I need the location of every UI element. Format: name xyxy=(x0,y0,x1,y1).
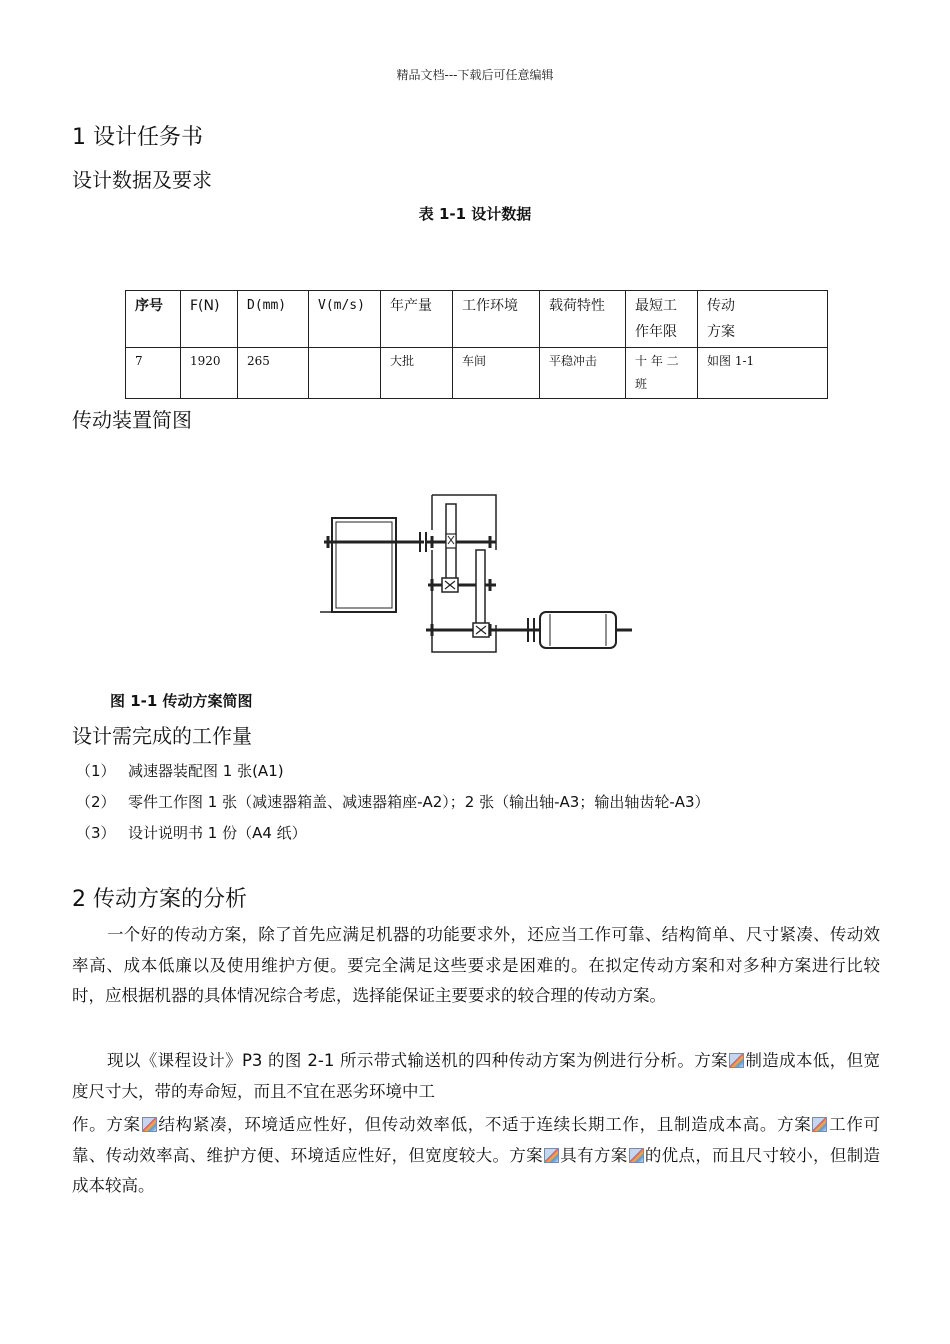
table-cell: 十 年 二 班 xyxy=(626,348,698,399)
list-item-text: 设计说明书 1 份（A4 纸） xyxy=(128,824,307,842)
header-cell: V(m/s) xyxy=(309,291,381,348)
list-item-text: 零件工作图 1 张（减速器箱盖、减速器箱座-A2）；2 张（输出轴-A3；输出轴齿轮-A3） xyxy=(128,793,710,811)
broken-image-icon xyxy=(629,1148,644,1163)
section-2-title: 2 传动方案的分析 xyxy=(72,887,247,912)
paragraph-2-part: 现以《课程设计》P3 的图 2-1 所示带式输送机的四种传动方案为例进行分析。方案 xyxy=(107,1051,729,1070)
list-item xyxy=(76,760,284,781)
header-cell: 工作环境 xyxy=(453,291,540,348)
header-cell: 序号 xyxy=(126,291,181,348)
header-cell: F(N) xyxy=(181,291,238,348)
gear-drive-schematic-icon xyxy=(320,490,640,660)
paragraph-3-part: 作。方案 xyxy=(72,1115,141,1134)
paragraph-2 xyxy=(72,1046,880,1107)
list-item-number: （1） xyxy=(76,762,116,780)
figure-heading: 传动装置简图 xyxy=(72,408,192,432)
workload-heading: 设计需完成的工作量 xyxy=(72,724,252,748)
paragraph-3-part: 结构紧凑，环境适应性好，但传动效率低，不适于连续长期工作，且制造成本高。方案 xyxy=(157,1115,812,1134)
table-cell: 265 xyxy=(238,348,309,399)
table-header-row xyxy=(126,291,828,348)
list-item-text: 减速器装配图 1 张(A1) xyxy=(128,762,284,780)
list-item xyxy=(76,822,307,843)
broken-image-icon xyxy=(544,1148,559,1163)
table-cell: 平稳冲击 xyxy=(540,348,626,399)
paragraph-3-part: 工作可靠、传动效率高、维护方便、环境适应性好，但宽度较大。方案 xyxy=(72,1115,881,1165)
header-cell: 载荷特性 xyxy=(540,291,626,348)
paragraph-3-part: 的优点，而且尺寸较小，但制造成本较高。 xyxy=(72,1145,881,1195)
table-caption: 表 1-1 设计数据 xyxy=(418,205,532,223)
figure-caption: 图 1-1 传动方案简图 xyxy=(110,692,253,710)
page-header: 精品文档---下载后可任意编辑 xyxy=(396,68,554,82)
header-cell: 最短工作年限 xyxy=(626,291,698,348)
paragraph-3-part: 具有方案 xyxy=(559,1145,628,1165)
list-item-number: （3） xyxy=(76,824,116,842)
section-1-subtitle: 设计数据及要求 xyxy=(72,168,212,192)
paragraph-2-part: 制造成本低，但宽度尺寸大，带的寿命短，而且不宜在恶劣环境中工 xyxy=(72,1051,881,1101)
section-1-title: 1 设计任务书 xyxy=(72,125,203,150)
list-item-number: （2） xyxy=(76,793,116,811)
broken-image-icon xyxy=(729,1053,744,1068)
header-cell: D(mm) xyxy=(238,291,309,348)
table-cell: 车间 xyxy=(453,348,540,399)
list-item xyxy=(76,791,710,812)
header-cell: 年产量 xyxy=(381,291,453,348)
paragraph-3 xyxy=(72,1110,880,1202)
broken-image-icon xyxy=(142,1117,157,1132)
paragraph-1: 一个好的传动方案，除了首先应满足机器的功能要求外，还应当工作可靠、结构简单、尺寸紧凑、传动效率高、成本低廉以及使用维护方便。要完全满足这些要求是困难的。在拟定传动方案和对多种方案进行比较时，应根据机器的具体情况综合考虑，选择能保证主要要求的较合理的传动方案。 xyxy=(72,925,880,1005)
table-cell: 1920 xyxy=(181,348,238,399)
header-cell: 传动方案 xyxy=(698,291,828,348)
table-row xyxy=(126,348,828,399)
table-cell: 7 xyxy=(126,348,181,399)
table-cell: 大批 xyxy=(381,348,453,399)
broken-image-icon xyxy=(812,1117,827,1132)
design-data-table xyxy=(125,290,828,399)
table-cell: 如图 1-1 xyxy=(698,348,828,399)
table-cell xyxy=(309,348,381,399)
